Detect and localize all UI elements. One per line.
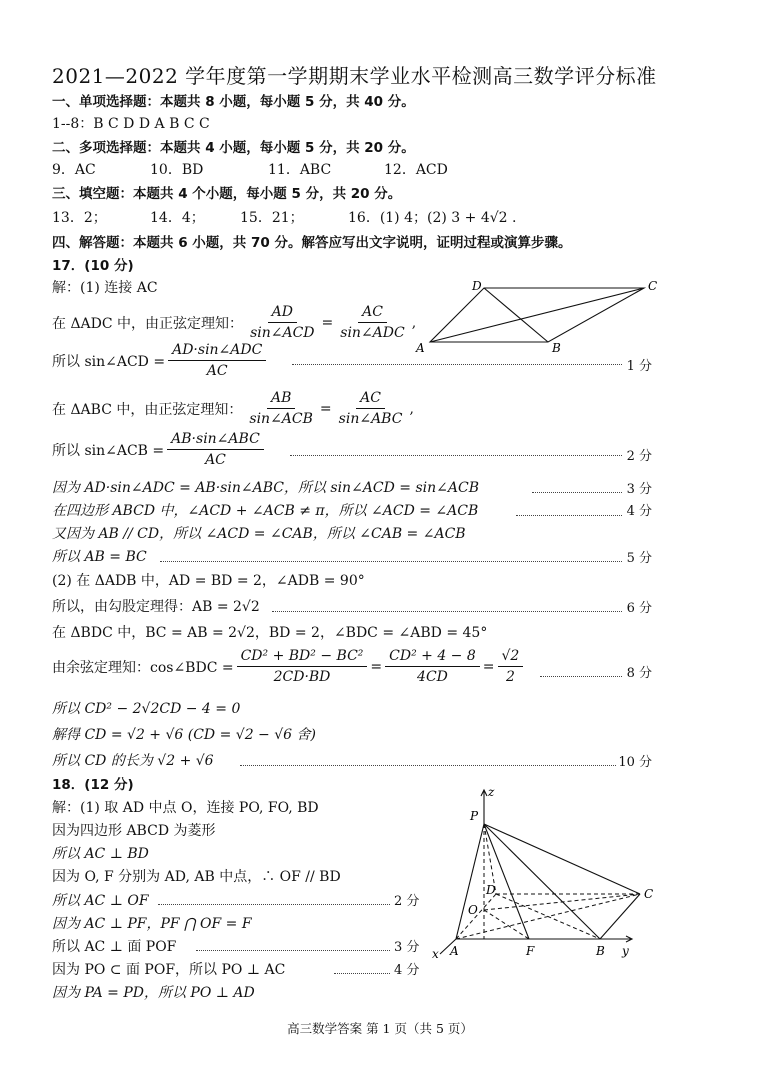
leader-dots [532,492,622,493]
label-O: O [468,903,478,917]
fraction: $\frac{\text{CD² + 4 − 8}}{4CD}$ [385,648,480,685]
q17-line-3: 所以 sin∠ACD = $\frac{\text{AD·sin∠ADC}}{AC}$ [52,342,269,379]
q17-line-8: 又因为 AB // CD，所以 ∠ACD = ∠CAB，所以 ∠CAB = ∠ACB [52,526,466,542]
label-A: A [416,341,425,355]
answer-16: 16．(1) 4；(2) 3 + 4√2 . [348,210,517,226]
label-C: C [644,887,654,901]
q17-line-15: 解得 CD = √2 + √6 (CD = √2 − √6 舍) [52,727,316,743]
q18-line-2: 因为四边形 ABCD 为菱形 [52,823,216,839]
section-2-heading: 二、多项选择题：本题共 4 小题，每小题 5 分，共 20 分。 [52,140,415,156]
leader-dots [292,364,622,365]
answer-9: 9．AC [52,162,96,178]
section-4-heading: 四、解答题：本题共 6 小题，共 70 分。解答应写出文字说明，证明过程或演算步骤。 [52,235,572,251]
q18-line-7: 所以 AC ⊥ 面 POF [52,939,177,955]
q17-line-7: 在四边形 ABCD 中，∠ACD + ∠ACB ≠ π，所以 ∠ACD = ∠ACB [52,503,479,519]
section-1-answers: 1--8：B C D D A B C C [52,116,210,132]
q17-line-9: 所以 AB = BC [52,549,147,565]
q17-line-10: (2) 在 ΔADB 中，AD = BD = 2，∠ADB = 90° [52,573,365,589]
section-3-heading: 三、填空题：本题共 4 个小题，每小题 5 分，共 20 分。 [52,186,402,202]
answer-11: 11．ABC [268,162,332,178]
score-mark: 10 分 [618,755,652,770]
q17-parallelogram-figure [412,276,662,356]
label-F: F [526,944,535,958]
leader-dots [196,950,390,951]
answer-14: 14．4； [150,210,205,226]
answer-13: 13．2； [52,210,107,226]
fraction: $\frac{AB}{\text{sin∠ACB}}$ [249,390,313,427]
q18-heading: 18．(12 分) [52,777,134,793]
q17-line-16: 所以 CD 的长为 √2 + √6 [52,753,214,769]
score-mark: 2 分 [626,449,652,464]
q17-sine-law-abc: 在 ΔABC 中，由正弦定理知： $\frac{AB}{\text{sin∠ACB}}$ = $\frac{AC}{\text{sin∠ABC}}$ , [52,390,414,427]
label-D: D [486,883,496,897]
score-mark: 6 分 [626,601,652,616]
fraction: $\frac{\text{CD² + BD² − BC²}}{2CD\cdot BD}$ [237,648,368,685]
q17-line-6: 因为 AD·sin∠ADC = AB·sin∠ABC，所以 sin∠ACD = sin∠ACB [52,480,480,496]
score-mark: 3 分 [394,940,420,955]
q18-line-1: 解：(1) 取 AD 中点 O，连接 PO, FO, BD [52,800,319,816]
q17-heading: 17．(10 分) [52,258,134,274]
score-mark: 3 分 [626,482,652,497]
answer-10: 10．BD [150,162,204,178]
q17-sine-law-adc-prefix: 在 ΔADC 中，由正弦定理知： [52,315,244,332]
score-mark: 4 分 [394,963,420,978]
leader-dots [272,611,622,612]
q18-line-9: 因为 PA = PD，所以 PO ⊥ AD [52,985,255,1001]
q17-line-1: 解：(1) 连接 AC [52,280,158,296]
q17-sine-law-adc: 在 ΔADC 中，由正弦定理知： $\frac{AD}{\text{sin∠ACD}}$ = $\frac{AC}{\text{sin∠ADC}}$ , [52,304,417,341]
leader-dots [290,455,622,456]
page-footer: 高三数学答案 第 1 页（共 5 页） [287,1021,473,1036]
q18-line-6: 因为 AC ⊥ PF，PF ⋂ OF = F [52,916,252,932]
score-mark: 2 分 [394,894,420,909]
fraction: $\frac{AD}{\text{sin∠ACD}}$ [250,304,315,341]
q18-line-3: 所以 AC ⊥ BD [52,846,149,862]
leader-dots [540,676,622,677]
q18-line-8: 因为 PO ⊂ 面 POF，所以 PO ⊥ AC [52,962,286,978]
label-B: B [596,944,605,958]
fraction: $\frac{\text{AB·sin∠ABC}}{AC}$ [167,431,264,468]
label-D: D [472,279,482,293]
leader-dots [240,765,616,766]
fraction: $\frac{AC}{\text{sin∠ADC}}$ [340,304,405,341]
q17-line-11: 所以，由勾股定理得：AB = 2√2 [52,599,260,615]
label-A: A [450,944,459,958]
q17-line-5: 所以 sin∠ACB = $\frac{\text{AB·sin∠ABC}}{AC}$ [52,431,267,468]
q18-line-4: 因为 O, F 分别为 AD, AB 中点，∴ OF // BD [52,869,341,885]
label-z: z [488,785,495,799]
fraction: $\frac{√2}{2}$ [498,648,524,685]
leader-dots [160,561,622,562]
fraction: $\frac{\text{AD·sin∠ADC}}{AC}$ [168,342,266,379]
leader-dots [516,515,622,516]
label-x: x [432,947,439,961]
answer-12: 12．ACD [384,162,448,178]
page-title: 2021—2022 学年度第一学期期末学业水平检测高三数学评分标准 [52,64,657,88]
section-1-heading: 一、单项选择题：本题共 8 小题，每小题 5 分，共 40 分。 [52,94,415,110]
label-P: P [470,809,479,823]
answer-15: 15．21； [240,210,304,226]
q17-line-12: 在 ΔBDC 中，BC = AB = 2√2，BD = 2，∠BDC = ∠ABD = 45° [52,625,488,641]
label-B: B [552,341,561,355]
q18-pyramid-figure [426,782,666,964]
score-mark: 1 分 [626,359,652,374]
q18-line-5: 所以 AC ⊥ OF [52,893,149,909]
leader-dots [334,973,390,974]
score-mark: 5 分 [626,551,652,566]
score-mark: 4 分 [626,504,652,519]
score-mark: 8 分 [626,666,652,681]
q17-line-14: 所以 CD² − 2√2CD − 4 = 0 [52,701,241,717]
fraction: $\frac{AC}{\text{sin∠ABC}}$ [338,390,403,427]
leader-dots [158,904,390,905]
label-y: y [622,944,629,958]
label-C: C [648,279,658,293]
q17-cosine-law: 由余弦定理知：cos∠BDC = $\frac{\text{CD² + BD² − BC²}}{2CD\cdot BD}$ = $\frac{\text{CD² + 4 − 8}}{4CD}$ = $\frac{√2}{2}$ [52,648,526,685]
